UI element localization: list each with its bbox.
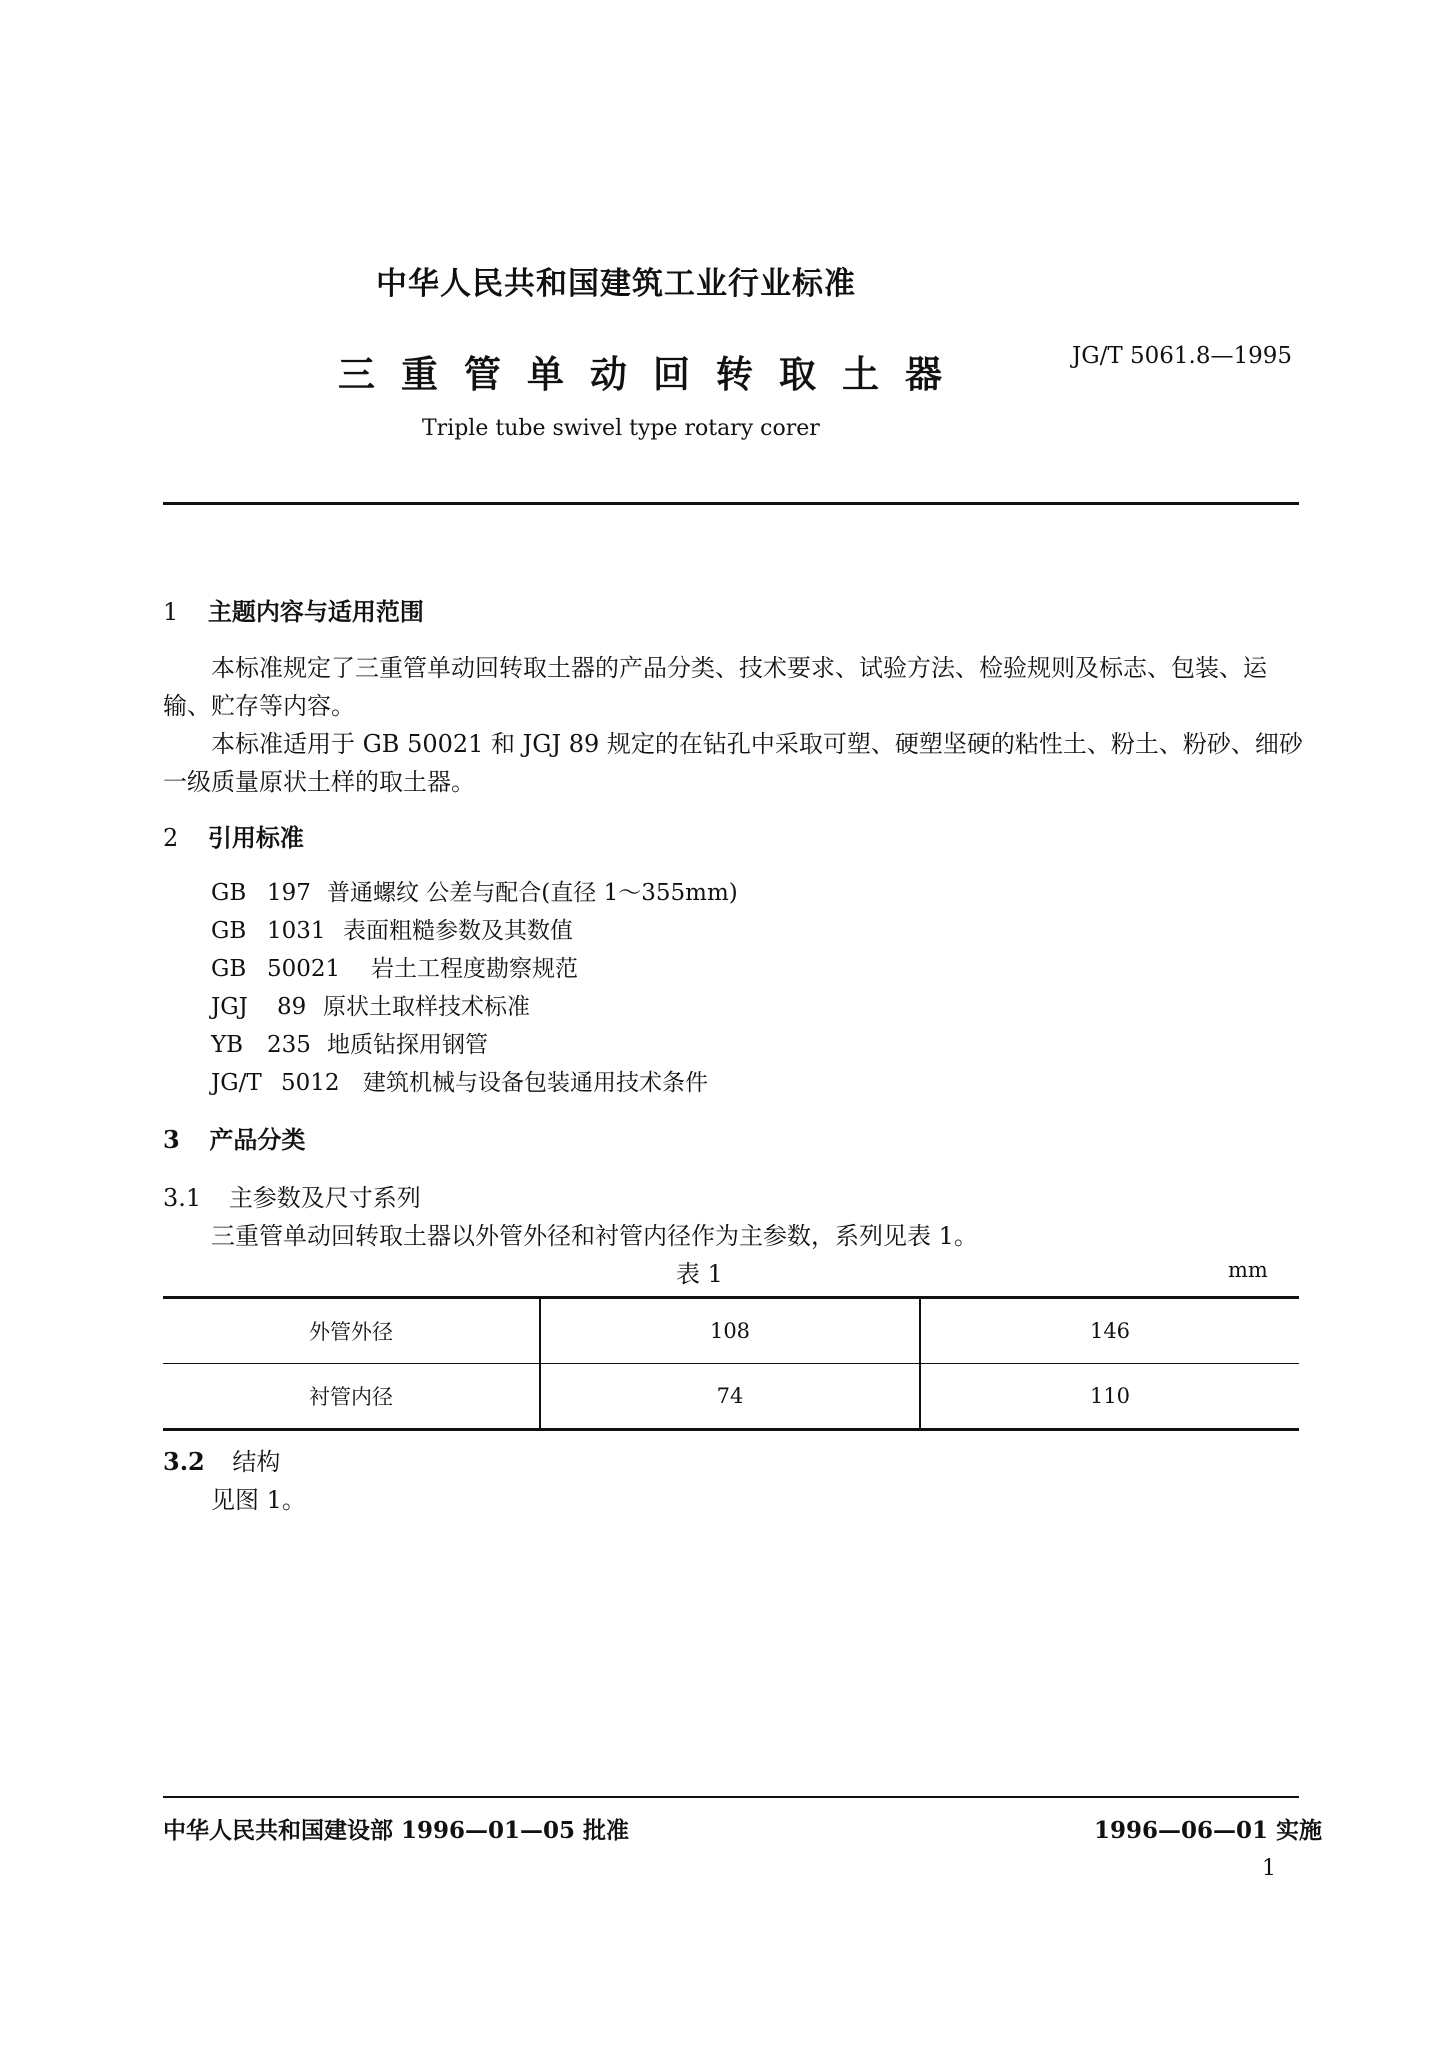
table-cell: 衬管内径 [163, 1364, 540, 1430]
section-3-1-heading [163, 1178, 421, 1213]
table-1 [163, 1296, 1299, 1431]
section-3-1-number: 3.1 [163, 1184, 202, 1212]
section-2-heading [163, 818, 304, 853]
section-1-number: 1 [163, 598, 179, 626]
section-3-number: 3 [163, 1125, 180, 1154]
reference-title: 岩土工程度勘察规范 [371, 956, 578, 982]
section-3-heading [163, 1120, 305, 1155]
section-2-title: 引用标准 [207, 824, 304, 852]
section-3-2-number: 3.2 [163, 1447, 205, 1476]
org-title: 中华人民共和国建筑工业行业标准 [376, 266, 856, 302]
reference-title: 地质钻探用钢管 [327, 1032, 488, 1058]
section-2-number: 2 [163, 824, 179, 852]
reference-title: 建筑机械与设备包装通用技术条件 [363, 1070, 708, 1096]
section-1-para-1-line-1: 本标准规定了三重管单动回转取土器的产品分类、技术要求、试验方法、检验规则及标志、包装、运 [211, 654, 1267, 682]
reference-title: 原状土取样技术标准 [323, 994, 530, 1020]
table-cell: 146 [920, 1298, 1299, 1364]
table-unit: mm [1228, 1258, 1268, 1282]
reference-line: GB 1031 表面粗糙参数及其数值 [211, 918, 573, 944]
page-number: 1 [1262, 1856, 1276, 1881]
section-1-para-2-line-2: 一级质量原状土样的取土器。 [163, 768, 475, 796]
reference-line: GB 197 普通螺纹 公差与配合(直径 1～355mm) [211, 880, 738, 906]
section-1-para-1-line-2: 输、贮存等内容。 [163, 692, 355, 720]
table-cell: 110 [920, 1364, 1299, 1430]
section-1-heading [163, 592, 424, 627]
standard-number: JG/T 5061.8—1995 [1072, 343, 1293, 369]
table-cell: 74 [540, 1364, 920, 1430]
table-cell: 外管外径 [309, 1320, 393, 1344]
section-3-2-text: 见图 1。 [211, 1486, 306, 1514]
table-caption: 表 1 [676, 1260, 723, 1288]
header-rule [163, 502, 1299, 505]
section-3-2-title: 结构 [232, 1448, 281, 1476]
english-title: Triple tube swivel type rotary corer [422, 416, 820, 441]
reference-line: GB 50021 岩土工程度勘察规范 [211, 956, 578, 982]
table-row [163, 1298, 1299, 1364]
footer-rule [163, 1796, 1299, 1798]
section-1-title: 主题内容与适用范围 [207, 598, 424, 626]
reference-line: JG/T 5012 建筑机械与设备包装通用技术条件 [211, 1070, 708, 1096]
section-3-1-text: 三重管单动回转取土器以外管外径和衬管内径作为主参数，系列见表 1。 [211, 1222, 978, 1250]
table-cell: 108 [540, 1298, 920, 1364]
section-3-2-heading [163, 1442, 280, 1477]
doc-title: 三重管单动回转取土器 [338, 353, 968, 396]
effective-date: 1996—06—01 实施 [1094, 1817, 1323, 1844]
reference-title: 普通螺纹 公差与配合(直径 1～355mm) [327, 880, 738, 906]
section-3-title: 产品分类 [209, 1126, 306, 1154]
table-row [163, 1364, 1299, 1430]
reference-line: YB 235 地质钻探用钢管 [211, 1032, 488, 1058]
reference-title: 表面粗糙参数及其数值 [343, 918, 573, 944]
reference-line: JGJ 89 原状土取样技术标准 [211, 994, 530, 1020]
section-3-1-title: 主参数及尺寸系列 [228, 1184, 421, 1212]
section-1-para-2-line-1: 本标准适用于 GB 50021 和 JGJ 89 规定的在钻孔中采取可塑、硬塑坚硬的粘性土、粉土、粉砂、细砂 [211, 730, 1303, 758]
approval-line: 中华人民共和国建设部 1996—01—05 批准 [163, 1817, 630, 1844]
